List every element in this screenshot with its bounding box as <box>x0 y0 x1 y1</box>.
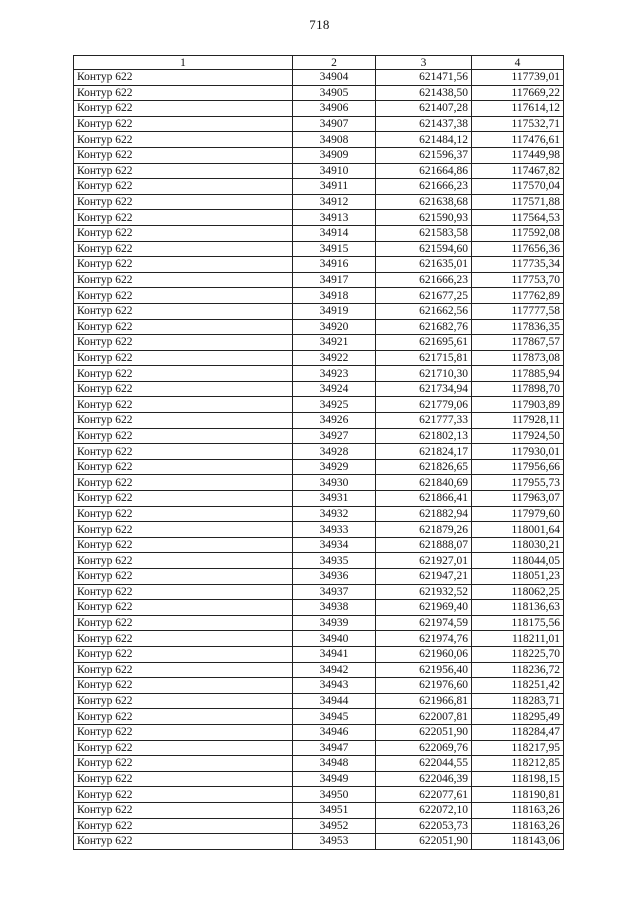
point-number-cell: 34931 <box>293 491 376 507</box>
y-coordinate-cell: 117979,60 <box>472 506 564 522</box>
table-row <box>74 600 564 616</box>
x-coordinate-cell: 621666,23 <box>376 179 472 195</box>
contour-name-cell: Контур 622 <box>74 225 293 241</box>
y-coordinate-cell: 117753,70 <box>472 272 564 288</box>
point-number-cell: 34949 <box>293 771 376 787</box>
x-coordinate-cell: 621777,33 <box>376 413 472 429</box>
y-coordinate-cell: 117885,94 <box>472 366 564 382</box>
contour-name-cell: Контур 622 <box>74 787 293 803</box>
column-header-1: 1 <box>74 56 293 70</box>
table-row <box>74 194 564 210</box>
x-coordinate-cell: 621590,93 <box>376 210 472 226</box>
x-coordinate-cell: 621682,76 <box>376 319 472 335</box>
contour-name-cell: Контур 622 <box>74 428 293 444</box>
x-coordinate-cell: 621974,59 <box>376 615 472 631</box>
contour-name-cell: Контур 622 <box>74 70 293 86</box>
point-number-cell: 34913 <box>293 210 376 226</box>
contour-name-cell: Контур 622 <box>74 553 293 569</box>
point-number-cell: 34923 <box>293 366 376 382</box>
table-row <box>74 116 564 132</box>
x-coordinate-cell: 621677,25 <box>376 288 472 304</box>
x-coordinate-cell: 621715,81 <box>376 350 472 366</box>
point-number-cell: 34952 <box>293 818 376 834</box>
point-number-cell: 34953 <box>293 834 376 850</box>
point-number-cell: 34948 <box>293 756 376 772</box>
y-coordinate-cell: 118212,85 <box>472 756 564 772</box>
contour-name-cell: Контур 622 <box>74 615 293 631</box>
y-coordinate-cell: 118163,26 <box>472 818 564 834</box>
contour-name-cell: Контур 622 <box>74 397 293 413</box>
y-coordinate-cell: 118284,47 <box>472 724 564 740</box>
y-coordinate-cell: 117467,82 <box>472 163 564 179</box>
point-number-cell: 34932 <box>293 506 376 522</box>
y-coordinate-cell: 117898,70 <box>472 381 564 397</box>
x-coordinate-cell: 621802,13 <box>376 428 472 444</box>
point-number-cell: 34911 <box>293 179 376 195</box>
table-row <box>74 381 564 397</box>
contour-name-cell: Контур 622 <box>74 506 293 522</box>
table-row <box>74 85 564 101</box>
y-coordinate-cell: 118136,63 <box>472 600 564 616</box>
point-number-cell: 34937 <box>293 584 376 600</box>
point-number-cell: 34907 <box>293 116 376 132</box>
point-number-cell: 34946 <box>293 724 376 740</box>
contour-name-cell: Контур 622 <box>74 132 293 148</box>
column-header-3: 3 <box>376 56 472 70</box>
x-coordinate-cell: 622051,90 <box>376 724 472 740</box>
contour-name-cell: Контур 622 <box>74 678 293 694</box>
y-coordinate-cell: 117928,11 <box>472 413 564 429</box>
point-number-cell: 34908 <box>293 132 376 148</box>
contour-name-cell: Контур 622 <box>74 179 293 195</box>
table-row <box>74 834 564 850</box>
y-coordinate-cell: 118295,49 <box>472 709 564 725</box>
point-number-cell: 34910 <box>293 163 376 179</box>
point-number-cell: 34941 <box>293 646 376 662</box>
contour-name-cell: Контур 622 <box>74 802 293 818</box>
point-number-cell: 34930 <box>293 475 376 491</box>
y-coordinate-cell: 117570,04 <box>472 179 564 195</box>
x-coordinate-cell: 621695,61 <box>376 335 472 351</box>
point-number-cell: 34915 <box>293 241 376 257</box>
x-coordinate-cell: 621437,38 <box>376 116 472 132</box>
contour-name-cell: Контур 622 <box>74 413 293 429</box>
contour-name-cell: Контур 622 <box>74 163 293 179</box>
contour-name-cell: Контур 622 <box>74 693 293 709</box>
x-coordinate-cell: 622044,55 <box>376 756 472 772</box>
table-row <box>74 740 564 756</box>
y-coordinate-cell: 117571,88 <box>472 194 564 210</box>
table-row <box>74 288 564 304</box>
point-number-cell: 34904 <box>293 70 376 86</box>
point-number-cell: 34909 <box>293 147 376 163</box>
x-coordinate-cell: 621966,81 <box>376 693 472 709</box>
y-coordinate-cell: 118217,95 <box>472 740 564 756</box>
point-number-cell: 34934 <box>293 537 376 553</box>
x-coordinate-cell: 621710,30 <box>376 366 472 382</box>
contour-name-cell: Контур 622 <box>74 303 293 319</box>
y-coordinate-cell: 117867,57 <box>472 335 564 351</box>
point-number-cell: 34927 <box>293 428 376 444</box>
point-number-cell: 34919 <box>293 303 376 319</box>
x-coordinate-cell: 621594,60 <box>376 241 472 257</box>
point-number-cell: 34918 <box>293 288 376 304</box>
point-number-cell: 34933 <box>293 522 376 538</box>
x-coordinate-cell: 621866,41 <box>376 491 472 507</box>
point-number-cell: 34914 <box>293 225 376 241</box>
contour-name-cell: Контур 622 <box>74 600 293 616</box>
table-row <box>74 631 564 647</box>
point-number-cell: 34940 <box>293 631 376 647</box>
contour-name-cell: Контур 622 <box>74 101 293 117</box>
point-number-cell: 34942 <box>293 662 376 678</box>
y-coordinate-cell: 118251,42 <box>472 678 564 694</box>
y-coordinate-cell: 117449,98 <box>472 147 564 163</box>
y-coordinate-cell: 117930,01 <box>472 444 564 460</box>
contour-name-cell: Контур 622 <box>74 241 293 257</box>
x-coordinate-cell: 621734,94 <box>376 381 472 397</box>
table-row <box>74 210 564 226</box>
table-row <box>74 584 564 600</box>
y-coordinate-cell: 117592,08 <box>472 225 564 241</box>
table-header-row <box>74 56 564 70</box>
y-coordinate-cell: 118051,23 <box>472 569 564 585</box>
table-row <box>74 693 564 709</box>
table-row <box>74 724 564 740</box>
table-row <box>74 257 564 273</box>
table-row <box>74 101 564 117</box>
table-row <box>74 506 564 522</box>
contour-name-cell: Контур 622 <box>74 724 293 740</box>
x-coordinate-cell: 621932,52 <box>376 584 472 600</box>
x-coordinate-cell: 621407,28 <box>376 101 472 117</box>
x-coordinate-cell: 621969,40 <box>376 600 472 616</box>
y-coordinate-cell: 118044,05 <box>472 553 564 569</box>
table-row <box>74 459 564 475</box>
contour-name-cell: Контур 622 <box>74 834 293 850</box>
y-coordinate-cell: 117739,01 <box>472 70 564 86</box>
contour-name-cell: Контур 622 <box>74 272 293 288</box>
table-row <box>74 366 564 382</box>
y-coordinate-cell: 117924,50 <box>472 428 564 444</box>
table-row <box>74 646 564 662</box>
x-coordinate-cell: 621840,69 <box>376 475 472 491</box>
x-coordinate-cell: 621888,07 <box>376 537 472 553</box>
y-coordinate-cell: 117669,22 <box>472 85 564 101</box>
y-coordinate-cell: 117777,58 <box>472 303 564 319</box>
point-number-cell: 34939 <box>293 615 376 631</box>
table-row <box>74 132 564 148</box>
point-number-cell: 34929 <box>293 459 376 475</box>
x-coordinate-cell: 621666,23 <box>376 272 472 288</box>
point-number-cell: 34921 <box>293 335 376 351</box>
x-coordinate-cell: 622046,39 <box>376 771 472 787</box>
table-row <box>74 303 564 319</box>
x-coordinate-cell: 621662,56 <box>376 303 472 319</box>
point-number-cell: 34926 <box>293 413 376 429</box>
point-number-cell: 34924 <box>293 381 376 397</box>
x-coordinate-cell: 621484,12 <box>376 132 472 148</box>
column-header-2: 2 <box>293 56 376 70</box>
x-coordinate-cell: 621635,01 <box>376 257 472 273</box>
contour-name-cell: Контур 622 <box>74 350 293 366</box>
point-number-cell: 34906 <box>293 101 376 117</box>
y-coordinate-cell: 117532,71 <box>472 116 564 132</box>
x-coordinate-cell: 622077,61 <box>376 787 472 803</box>
table-row <box>74 615 564 631</box>
contour-name-cell: Контур 622 <box>74 210 293 226</box>
x-coordinate-cell: 621879,26 <box>376 522 472 538</box>
table-row <box>74 350 564 366</box>
y-coordinate-cell: 118163,26 <box>472 802 564 818</box>
x-coordinate-cell: 622007,81 <box>376 709 472 725</box>
contour-name-cell: Контур 622 <box>74 631 293 647</box>
table-row <box>74 397 564 413</box>
contour-name-cell: Контур 622 <box>74 537 293 553</box>
x-coordinate-cell: 621638,68 <box>376 194 472 210</box>
contour-name-cell: Контур 622 <box>74 85 293 101</box>
contour-name-cell: Контур 622 <box>74 522 293 538</box>
y-coordinate-cell: 118190,81 <box>472 787 564 803</box>
contour-name-cell: Контур 622 <box>74 756 293 772</box>
table-row <box>74 522 564 538</box>
contour-name-cell: Контур 622 <box>74 116 293 132</box>
coordinates-table <box>73 55 564 850</box>
y-coordinate-cell: 118211,01 <box>472 631 564 647</box>
x-coordinate-cell: 621976,60 <box>376 678 472 694</box>
page-number: 718 <box>309 17 330 32</box>
contour-name-cell: Контур 622 <box>74 319 293 335</box>
table-row <box>74 537 564 553</box>
point-number-cell: 34935 <box>293 553 376 569</box>
table-row <box>74 147 564 163</box>
y-coordinate-cell: 117656,36 <box>472 241 564 257</box>
contour-name-cell: Контур 622 <box>74 366 293 382</box>
table-row <box>74 818 564 834</box>
contour-name-cell: Контур 622 <box>74 335 293 351</box>
y-coordinate-cell: 117873,08 <box>472 350 564 366</box>
point-number-cell: 34936 <box>293 569 376 585</box>
point-number-cell: 34950 <box>293 787 376 803</box>
contour-name-cell: Контур 622 <box>74 381 293 397</box>
table-row <box>74 678 564 694</box>
x-coordinate-cell: 621974,76 <box>376 631 472 647</box>
y-coordinate-cell: 117836,35 <box>472 319 564 335</box>
x-coordinate-cell: 621956,40 <box>376 662 472 678</box>
contour-name-cell: Контур 622 <box>74 584 293 600</box>
table-row <box>74 802 564 818</box>
point-number-cell: 34947 <box>293 740 376 756</box>
x-coordinate-cell: 621960,06 <box>376 646 472 662</box>
x-coordinate-cell: 622051,90 <box>376 834 472 850</box>
point-number-cell: 34916 <box>293 257 376 273</box>
table-row <box>74 771 564 787</box>
table-row <box>74 662 564 678</box>
y-coordinate-cell: 117956,66 <box>472 459 564 475</box>
table-row <box>74 163 564 179</box>
table-row <box>74 241 564 257</box>
point-number-cell: 34905 <box>293 85 376 101</box>
table-row <box>74 428 564 444</box>
contour-name-cell: Контур 622 <box>74 569 293 585</box>
point-number-cell: 34944 <box>293 693 376 709</box>
x-coordinate-cell: 621438,50 <box>376 85 472 101</box>
point-number-cell: 34912 <box>293 194 376 210</box>
y-coordinate-cell: 117564,53 <box>472 210 564 226</box>
contour-name-cell: Контур 622 <box>74 771 293 787</box>
point-number-cell: 34951 <box>293 802 376 818</box>
point-number-cell: 34917 <box>293 272 376 288</box>
contour-name-cell: Контур 622 <box>74 646 293 662</box>
contour-name-cell: Контур 622 <box>74 818 293 834</box>
x-coordinate-cell: 622053,73 <box>376 818 472 834</box>
x-coordinate-cell: 621779,06 <box>376 397 472 413</box>
column-header-4: 4 <box>472 56 564 70</box>
x-coordinate-cell: 621947,21 <box>376 569 472 585</box>
contour-name-cell: Контур 622 <box>74 709 293 725</box>
y-coordinate-cell: 118030,21 <box>472 537 564 553</box>
x-coordinate-cell: 621596,37 <box>376 147 472 163</box>
y-coordinate-cell: 117963,07 <box>472 491 564 507</box>
table-row <box>74 413 564 429</box>
contour-name-cell: Контур 622 <box>74 459 293 475</box>
x-coordinate-cell: 621826,65 <box>376 459 472 475</box>
point-number-cell: 34943 <box>293 678 376 694</box>
table-row <box>74 444 564 460</box>
y-coordinate-cell: 118283,71 <box>472 693 564 709</box>
table-row <box>74 569 564 585</box>
y-coordinate-cell: 118143,06 <box>472 834 564 850</box>
x-coordinate-cell: 621664,86 <box>376 163 472 179</box>
contour-name-cell: Контур 622 <box>74 740 293 756</box>
point-number-cell: 34928 <box>293 444 376 460</box>
contour-name-cell: Контур 622 <box>74 475 293 491</box>
table-row <box>74 787 564 803</box>
x-coordinate-cell: 622069,76 <box>376 740 472 756</box>
point-number-cell: 34945 <box>293 709 376 725</box>
table-row <box>74 225 564 241</box>
x-coordinate-cell: 621882,94 <box>376 506 472 522</box>
point-number-cell: 34922 <box>293 350 376 366</box>
contour-name-cell: Контур 622 <box>74 444 293 460</box>
x-coordinate-cell: 622072,10 <box>376 802 472 818</box>
y-coordinate-cell: 118175,56 <box>472 615 564 631</box>
table-row <box>74 475 564 491</box>
x-coordinate-cell: 621583,58 <box>376 225 472 241</box>
y-coordinate-cell: 118001,64 <box>472 522 564 538</box>
y-coordinate-cell: 118225,70 <box>472 646 564 662</box>
contour-name-cell: Контур 622 <box>74 257 293 273</box>
contour-name-cell: Контур 622 <box>74 491 293 507</box>
contour-name-cell: Контур 622 <box>74 194 293 210</box>
table-row <box>74 756 564 772</box>
table-row <box>74 335 564 351</box>
point-number-cell: 34920 <box>293 319 376 335</box>
y-coordinate-cell: 117955,73 <box>472 475 564 491</box>
table-row <box>74 272 564 288</box>
y-coordinate-cell: 117903,89 <box>472 397 564 413</box>
y-coordinate-cell: 118236,72 <box>472 662 564 678</box>
y-coordinate-cell: 117476,61 <box>472 132 564 148</box>
y-coordinate-cell: 118198,15 <box>472 771 564 787</box>
contour-name-cell: Контур 622 <box>74 147 293 163</box>
x-coordinate-cell: 621471,56 <box>376 70 472 86</box>
point-number-cell: 34938 <box>293 600 376 616</box>
y-coordinate-cell: 117762,89 <box>472 288 564 304</box>
x-coordinate-cell: 621824,17 <box>376 444 472 460</box>
contour-name-cell: Контур 622 <box>74 662 293 678</box>
x-coordinate-cell: 621927,01 <box>376 553 472 569</box>
contour-name-cell: Контур 622 <box>74 288 293 304</box>
y-coordinate-cell: 117735,34 <box>472 257 564 273</box>
table-row <box>74 70 564 86</box>
point-number-cell: 34925 <box>293 397 376 413</box>
table-body <box>74 70 564 850</box>
table-row <box>74 709 564 725</box>
table-row <box>74 319 564 335</box>
table-row <box>74 491 564 507</box>
table-row <box>74 553 564 569</box>
y-coordinate-cell: 117614,12 <box>472 101 564 117</box>
table-row <box>74 179 564 195</box>
y-coordinate-cell: 118062,25 <box>472 584 564 600</box>
